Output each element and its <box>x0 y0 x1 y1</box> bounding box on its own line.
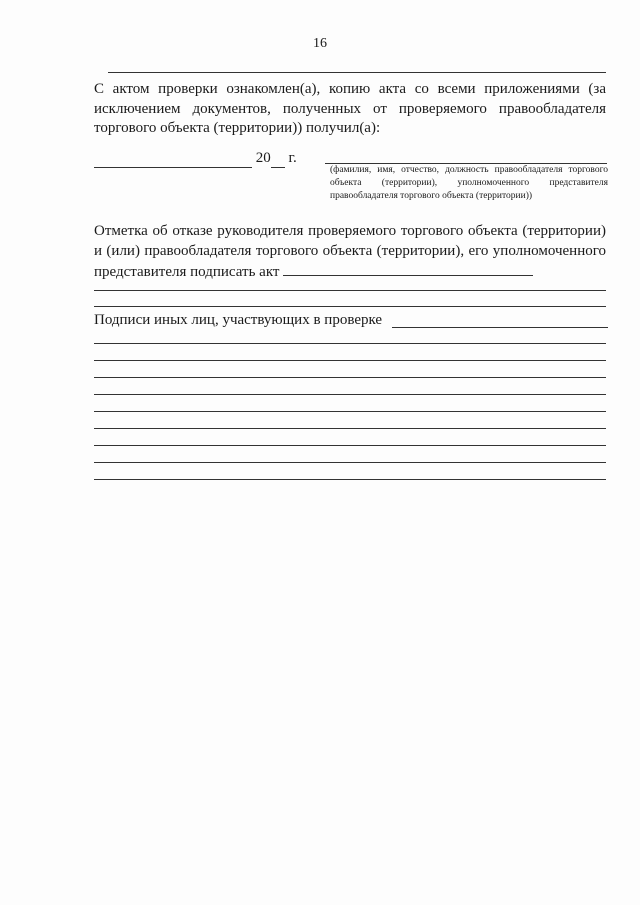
date-year-prefix: 20 <box>255 150 271 166</box>
date-day-month-blank[interactable] <box>94 150 252 168</box>
refusal-blank-line[interactable] <box>283 261 533 276</box>
refusal-fill-line-1[interactable] <box>94 290 606 291</box>
date-field[interactable] <box>94 150 297 168</box>
other-signatures-line-9[interactable] <box>94 479 606 480</box>
other-signatures-label: Подписи иных лиц, участвующих в проверке <box>94 312 383 328</box>
other-signatures-line-6[interactable] <box>94 428 606 429</box>
acknowledgement-paragraph: С актом проверки ознакомлен(а), копию акта со всеми приложениями (за исключением документов, полученных от проверяемого правообладателя торгового объекта (территории)) получил(а): <box>94 81 606 136</box>
refusal-fill-line-2[interactable] <box>94 306 606 307</box>
other-signatures-line-4[interactable] <box>94 394 606 395</box>
top-divider-line <box>108 72 606 73</box>
other-signatures-line-1[interactable] <box>94 343 606 344</box>
date-year-blank[interactable] <box>271 150 285 168</box>
other-signatures-line-2[interactable] <box>94 360 606 361</box>
refusal-text: Отметка об отказе руководителя проверяемого торгового объекта (территории) и (или) правообладателя торгового объекта (территории), его уполномоченного представителя подписать акт <box>94 223 606 280</box>
other-signatures-line-3[interactable] <box>94 377 606 378</box>
signature-caption: (фамилия, имя, отчество, должность правообладателя торгового объекта (территории), уполномоченного представителя правообладателя торгового объекта (территории)) <box>330 165 608 201</box>
other-signatures-line-8[interactable] <box>94 462 606 463</box>
page-number: 16 <box>313 36 327 51</box>
other-signatures-line-5[interactable] <box>94 411 606 412</box>
refusal-paragraph <box>94 222 606 283</box>
other-signatures-line-7[interactable] <box>94 445 606 446</box>
date-year-suffix: г. <box>288 150 297 166</box>
other-signatures-blank[interactable] <box>392 327 608 328</box>
